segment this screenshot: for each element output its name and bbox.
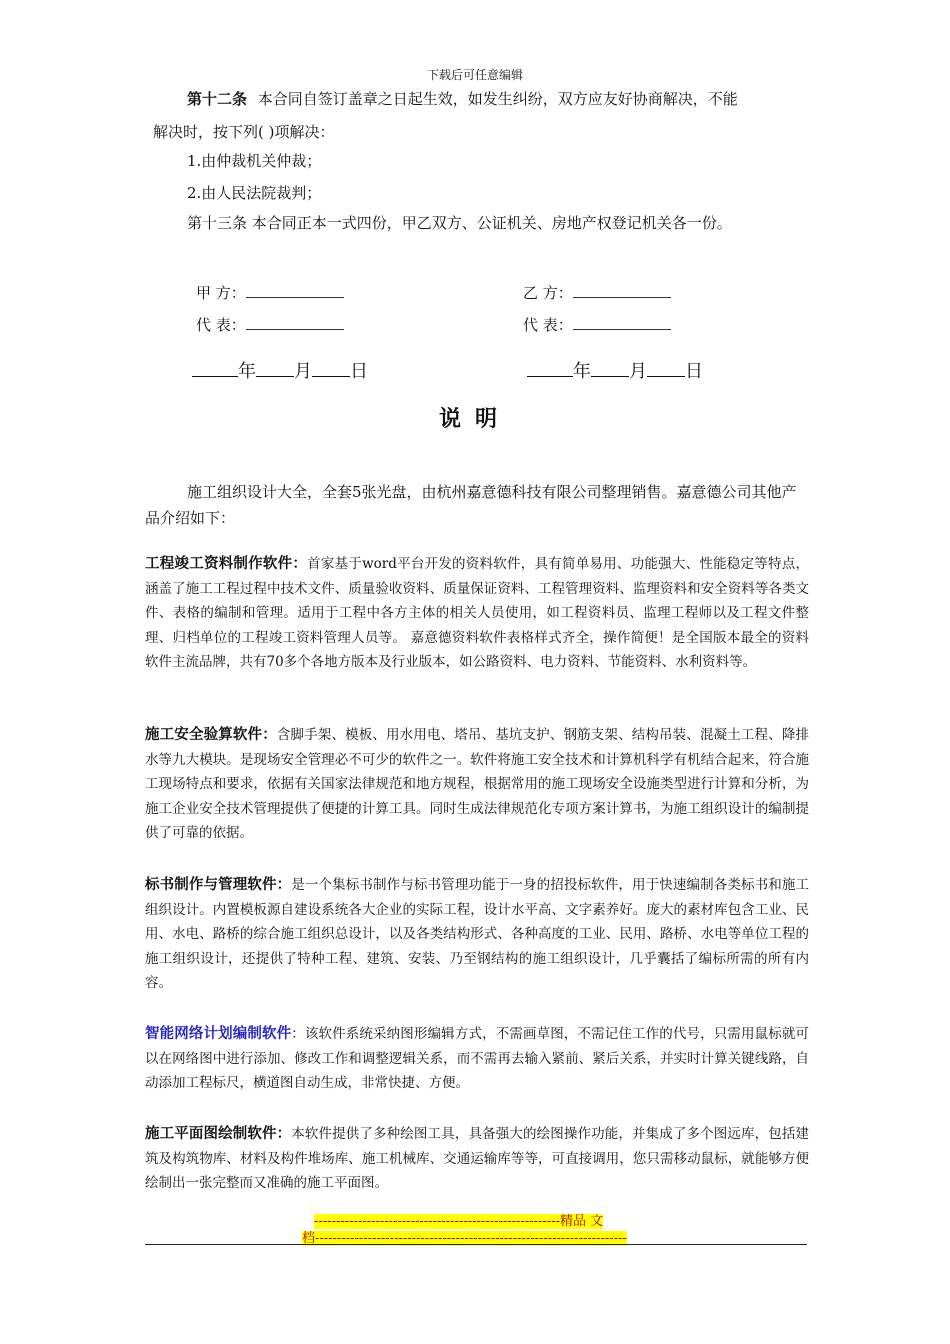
party-a-row [196, 282, 344, 303]
product-name: 施工平面图绘制软件： [145, 1126, 292, 1142]
party-a-rep-row [196, 314, 344, 335]
product-name: 施工安全验算软件： [145, 727, 277, 743]
product-block-network-plan [145, 1022, 809, 1096]
product-block-site-plan [145, 1122, 809, 1196]
month-blank[interactable] [591, 358, 629, 377]
party-b-rep-row [523, 314, 671, 335]
party-b-blank[interactable] [573, 283, 671, 298]
day-blank[interactable] [647, 358, 685, 377]
article-12-line1 [187, 88, 738, 109]
product-description: 首家基于word平台开发的资料软件，具有简单易用、功能强大、性能稳定等特点，涵盖了施工工程过程中技术文件、质量验收资料、质量保证资料、工程管理资料、监理资料和安全资料等各类文件、表格的编制和管理。适用于工程中各方主体的相关人员使用，如工程资料员、监理工程师以及工程文件整理、归档单位的工程竣工资料管理人员等。 嘉意德资料软件表格样式齐全，操作简便！是全国版本最全的资料软件主流品牌，共有70多个各地方版本及行业版本，如公路资料、电力资料、节能资料、水利资料等。 [145, 556, 810, 670]
option-court: 2.由人民法院裁判； [187, 184, 322, 202]
option-arbitration: 1.由仲裁机关仲裁； [187, 152, 322, 170]
month-label: 月 [294, 361, 312, 382]
party-a-date [192, 357, 368, 383]
month-label: 月 [629, 361, 647, 382]
month-blank[interactable] [256, 358, 294, 377]
party-b-label: 乙 方： [523, 284, 573, 302]
day-blank[interactable] [312, 358, 350, 377]
section-title: 说明 [438, 407, 511, 432]
footer-text-1: --------------------------------------------------------精品 文 [314, 1214, 604, 1229]
article-12-label: 第十二条 [187, 90, 248, 108]
product-block-archives [145, 552, 809, 675]
day-label: 日 [350, 361, 368, 382]
product-description: 含脚手架、模板、用水用电、塔吊、基坑支护、钢筋支架、结构吊装、混凝土工程、降排水等九大模块。是现场安全管理必不可少的软件之一。软件将施工安全技术和计算机科学有机结合起来，符合施工现场特点和要求，依据有关国家法律规范和地方规程，根据常用的施工现场安全设施类型进行计算和分析，为施工企业安全技术管理提供了便捷的计算工具。同时生成法律规范化专项方案计算书，为施工组织设计的编制提供了可靠的依据。 [145, 727, 810, 841]
product-block-safety [145, 723, 809, 846]
product-name: 工程竣工资料制作软件： [145, 556, 308, 572]
year-blank[interactable] [192, 358, 238, 377]
year-label: 年 [238, 361, 256, 382]
party-b-rep-label: 代 表： [523, 316, 573, 334]
year-label: 年 [573, 361, 591, 382]
party-a-rep-blank[interactable] [246, 315, 344, 330]
article-13: 第十三条 本合同正本一式四份，甲乙双方、公证机关、房地产权登记机关各一份。 [187, 214, 732, 232]
article-12-line2: 解决时，按下列( )项解决： [153, 123, 335, 141]
party-a-rep-label: 代 表： [196, 316, 246, 334]
product-name: 智能网络计划编制软件 [145, 1026, 292, 1042]
party-b-date [527, 357, 703, 383]
party-a-blank[interactable] [246, 283, 344, 298]
intro-paragraph: 施工组织设计大全，全套5张光盘，由杭州嘉意德科技有限公司整理销售。嘉意德公司其他产品介绍如下： [145, 483, 797, 527]
party-b-row [523, 282, 671, 303]
footer-text-2: 档----------------------------------------------------------------------- [302, 1231, 627, 1246]
product-block-bidding [145, 873, 809, 996]
header-note: 下载后可任意编辑 [426, 68, 523, 82]
product-description: ：该软件系统采纳图形编辑方式，不需画草图，不需记住工作的代号，只需用鼠标就可以在网络图中进行添加、修改工作和调整逻辑关系，而不需再去输入紧前、紧后关系，并实时计算关键线路，自动添加工程标尺，横道图自动生成，非常快捷、方便。 [145, 1026, 810, 1091]
day-label: 日 [685, 361, 703, 382]
party-a-label: 甲 方： [196, 284, 246, 302]
party-b-rep-blank[interactable] [573, 315, 671, 330]
article-12-text: 本合同自签订盖章之日起生效，如发生纠纷，双方应友好协商解决，不能 [257, 90, 738, 108]
product-name: 标书制作与管理软件： [145, 877, 292, 893]
product-description: 本软件提供了多种绘图工具，具备强大的绘图操作功能，并集成了多个图远库，包括建筑及构筑物库、材料及构件堆场库、施工机械库、交通运输库等等，可直接调用，您只需移动鼠标，就能够方便绘制出一张完整而又准确的施工平面图。 [145, 1126, 810, 1191]
product-description: 是一个集标书制作与标书管理功能于一身的招投标软件，用于快速编制各类标书和施工组织设计。内置模板源自建设系统各大企业的实际工程，设计水平高、文字素养好。庞大的素材库包含工业、民用、水电、路桥的综合施工组织总设计，以及各类结构形式、各种高度的工业、民用、路桥、水电等单位工程的施工组织设计，还提供了特种工程、建筑、安装、乃至钢结构的施工组织设计，几乎囊括了编标所需的所有内容。 [145, 877, 810, 991]
year-blank[interactable] [527, 358, 573, 377]
footer-divider [145, 1244, 807, 1245]
